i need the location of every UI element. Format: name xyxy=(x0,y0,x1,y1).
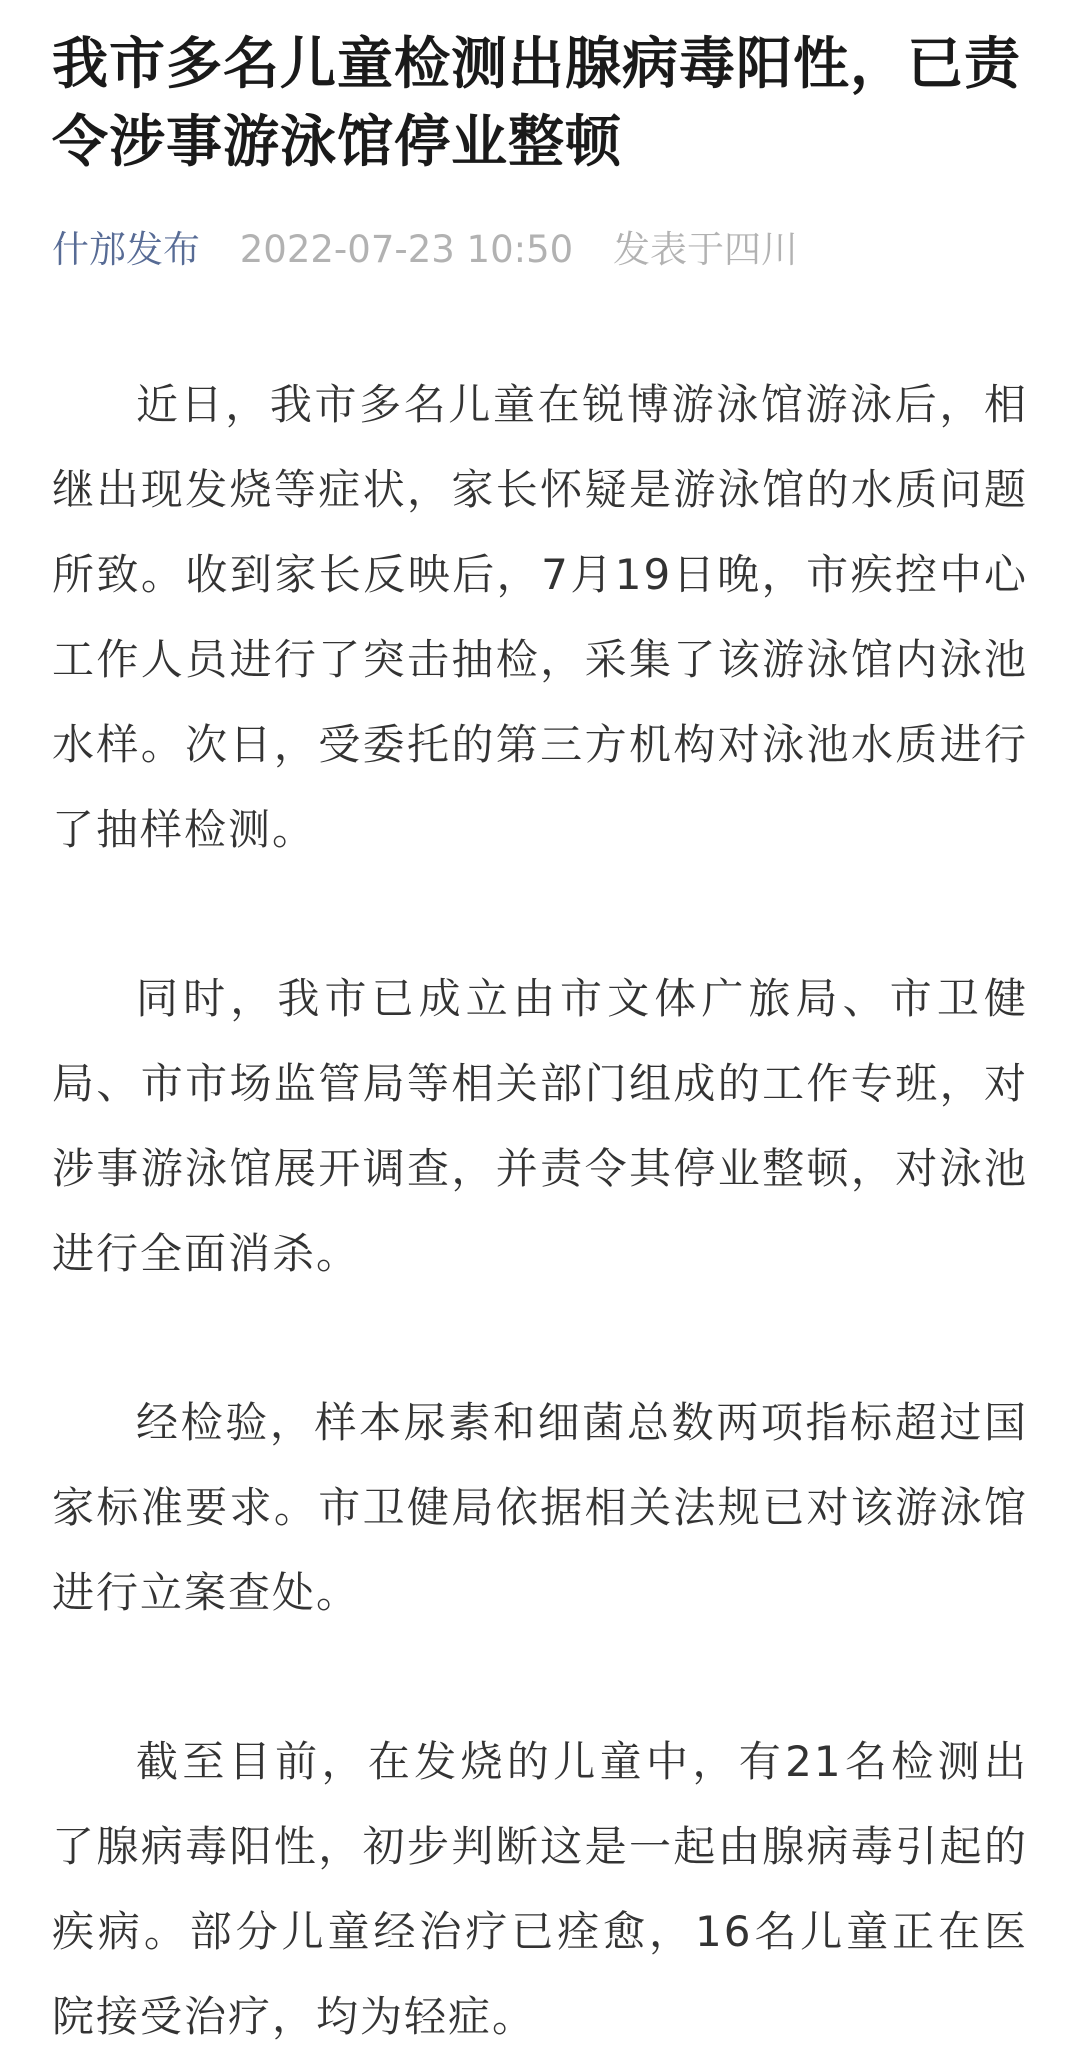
author-link[interactable]: 什邡发布 xyxy=(52,228,200,271)
paragraph-3: 经检验，样本尿素和细菌总数两项指标超过国家标准要求。市卫健局依据相关法规已对该游泳馆进行立案查处。 xyxy=(52,1398,1028,1617)
paragraph-1: 近日，我市多名儿童在锐博游泳馆游泳后，相继出现发烧等症状，家长怀疑是游泳馆的水质问题所致。收到家长反映后，7月19日晚，市疾控中心工作人员进行了突击抽检，采集了该游泳馆内泳池水样。次日，受委托的第三方机构对泳池水质进行了抽样检测。 xyxy=(52,380,1028,854)
article-meta xyxy=(52,222,1028,278)
article-body xyxy=(52,362,1028,2059)
paragraph-2: 同时，我市已成立由市文体广旅局、市卫健局、市市场监管局等相关部门组成的工作专班，对涉事游泳馆展开调查，并责令其停业整顿，对泳池进行全面消杀。 xyxy=(52,974,1028,1278)
paragraph-4: 截至目前，在发烧的儿童中，有21名检测出了腺病毒阳性，初步判断这是一起由腺病毒引起的疾病。部分儿童经治疗已痊愈，16名儿童正在医院接受治疗，均为轻症。 xyxy=(52,1737,1028,2041)
article-title: 我市多名儿童检测出腺病毒阳性，已责令涉事游泳馆停业整顿 xyxy=(52,32,1021,175)
publish-location: 发表于四川 xyxy=(612,228,798,271)
publish-date: 2022-07-23 10:50 xyxy=(239,228,574,271)
